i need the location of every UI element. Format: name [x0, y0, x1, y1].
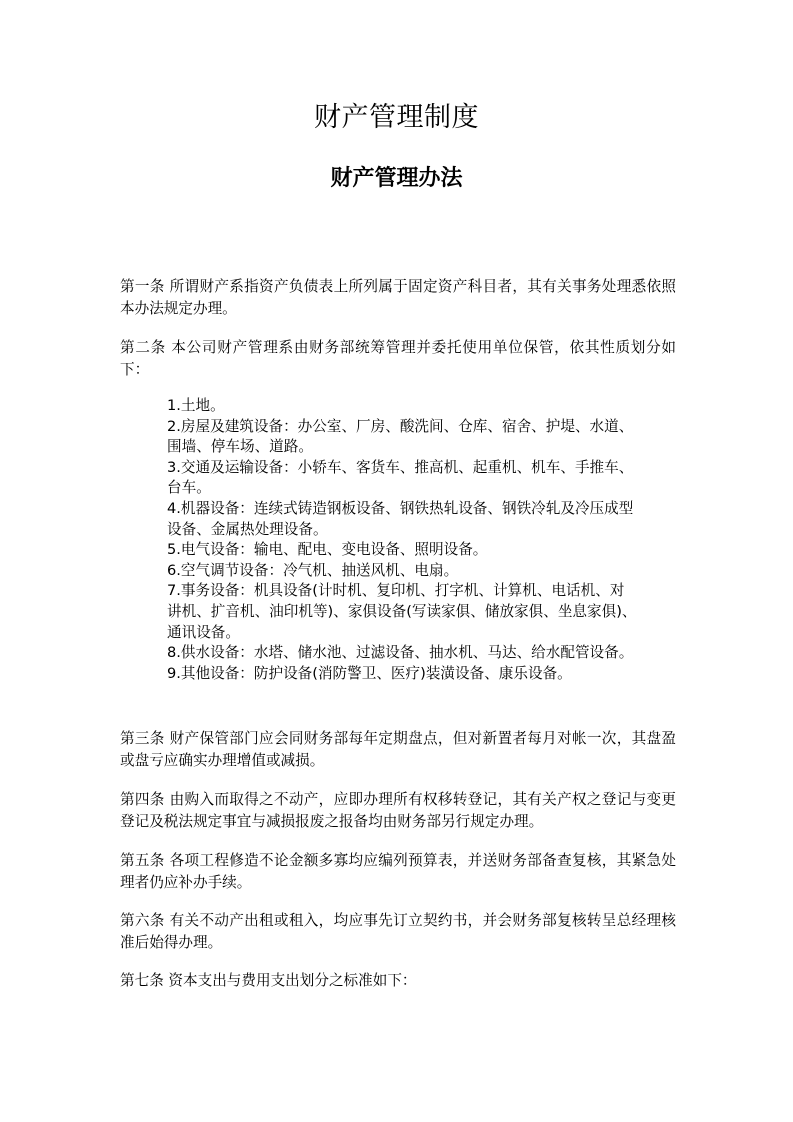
article-4: 第四条 由购入而取得之不动产，应即办理所有权移转登记，其有关产权之登记与变更登记及税法规定事宜与减损报废之报备均由财务部另行规定办理。 [120, 791, 676, 830]
list-item: 3.交通及运输设备：小轿车、客货车、推高机、起重机、机车、手推车、台车。 [167, 458, 634, 497]
article-3: 第三条 财产保管部门应会同财务部每年定期盘点，但对新置者每月对帐一次，其盘盈或盘亏应确实办理增值或减损。 [120, 730, 676, 769]
document-subtitle: 财产管理办法 [330, 165, 463, 191]
list-item: 1.土地。 [167, 397, 225, 414]
list-item: 5.电气设备：输电、配电、变电设备、照明设备。 [167, 541, 488, 559]
list-item: 6.空气调节设备：冷气机、抽送风机、电扇。 [167, 561, 459, 579]
list-item: 8.供水设备：水塔、储水池、过滤设备、抽水机、马达、给水配管设备。 [167, 644, 634, 662]
list-item: 9.其他设备：防护设备(消防警卫、医疗)装潢设备、康乐设备。 [167, 664, 572, 682]
article-6: 第六条 有关不动产出租或租入，均应事先订立契约书，并会财务部复核转呈总经理核准后始得办理。 [120, 912, 676, 951]
document-title: 财产管理制度 [314, 102, 479, 133]
article-1: 第一条 所谓财产系指资产负债表上所列属于固定资产科目者，其有关事务处理悉依照本办法规定办理。 [120, 278, 676, 317]
article-7: 第七条 资本支出与费用支出划分之标准如下： [120, 972, 417, 989]
article-2: 第二条 本公司财产管理系由财务部统筹管理并委托使用单位保管，依其性质划分如下： [120, 339, 676, 378]
list-item: 2.房屋及建筑设备：办公室、厂房、酸洗间、仓库、宿舍、护堤、水道、围墙、停车场、道路。 [167, 417, 634, 456]
list-item: 7.事务设备：机具设备(计时机、复印机、打字机、计算机、电话机、对讲机、扩音机、油印机等)、家俱设备(写读家俱、储放家俱、坐息家俱)、通讯设备。 [167, 582, 637, 641]
property-category-list [167, 396, 637, 684]
list-item: 4.机器设备：连续式铸造钢板设备、钢铁热轧设备、钢铁冷轧及冷压成型设备、金属热处理设备。 [167, 499, 634, 538]
article-5: 第五条 各项工程修造不论金额多寡均应编列预算表，并送财务部备查复核，其紧急处理者仍应补办手续。 [120, 852, 676, 891]
